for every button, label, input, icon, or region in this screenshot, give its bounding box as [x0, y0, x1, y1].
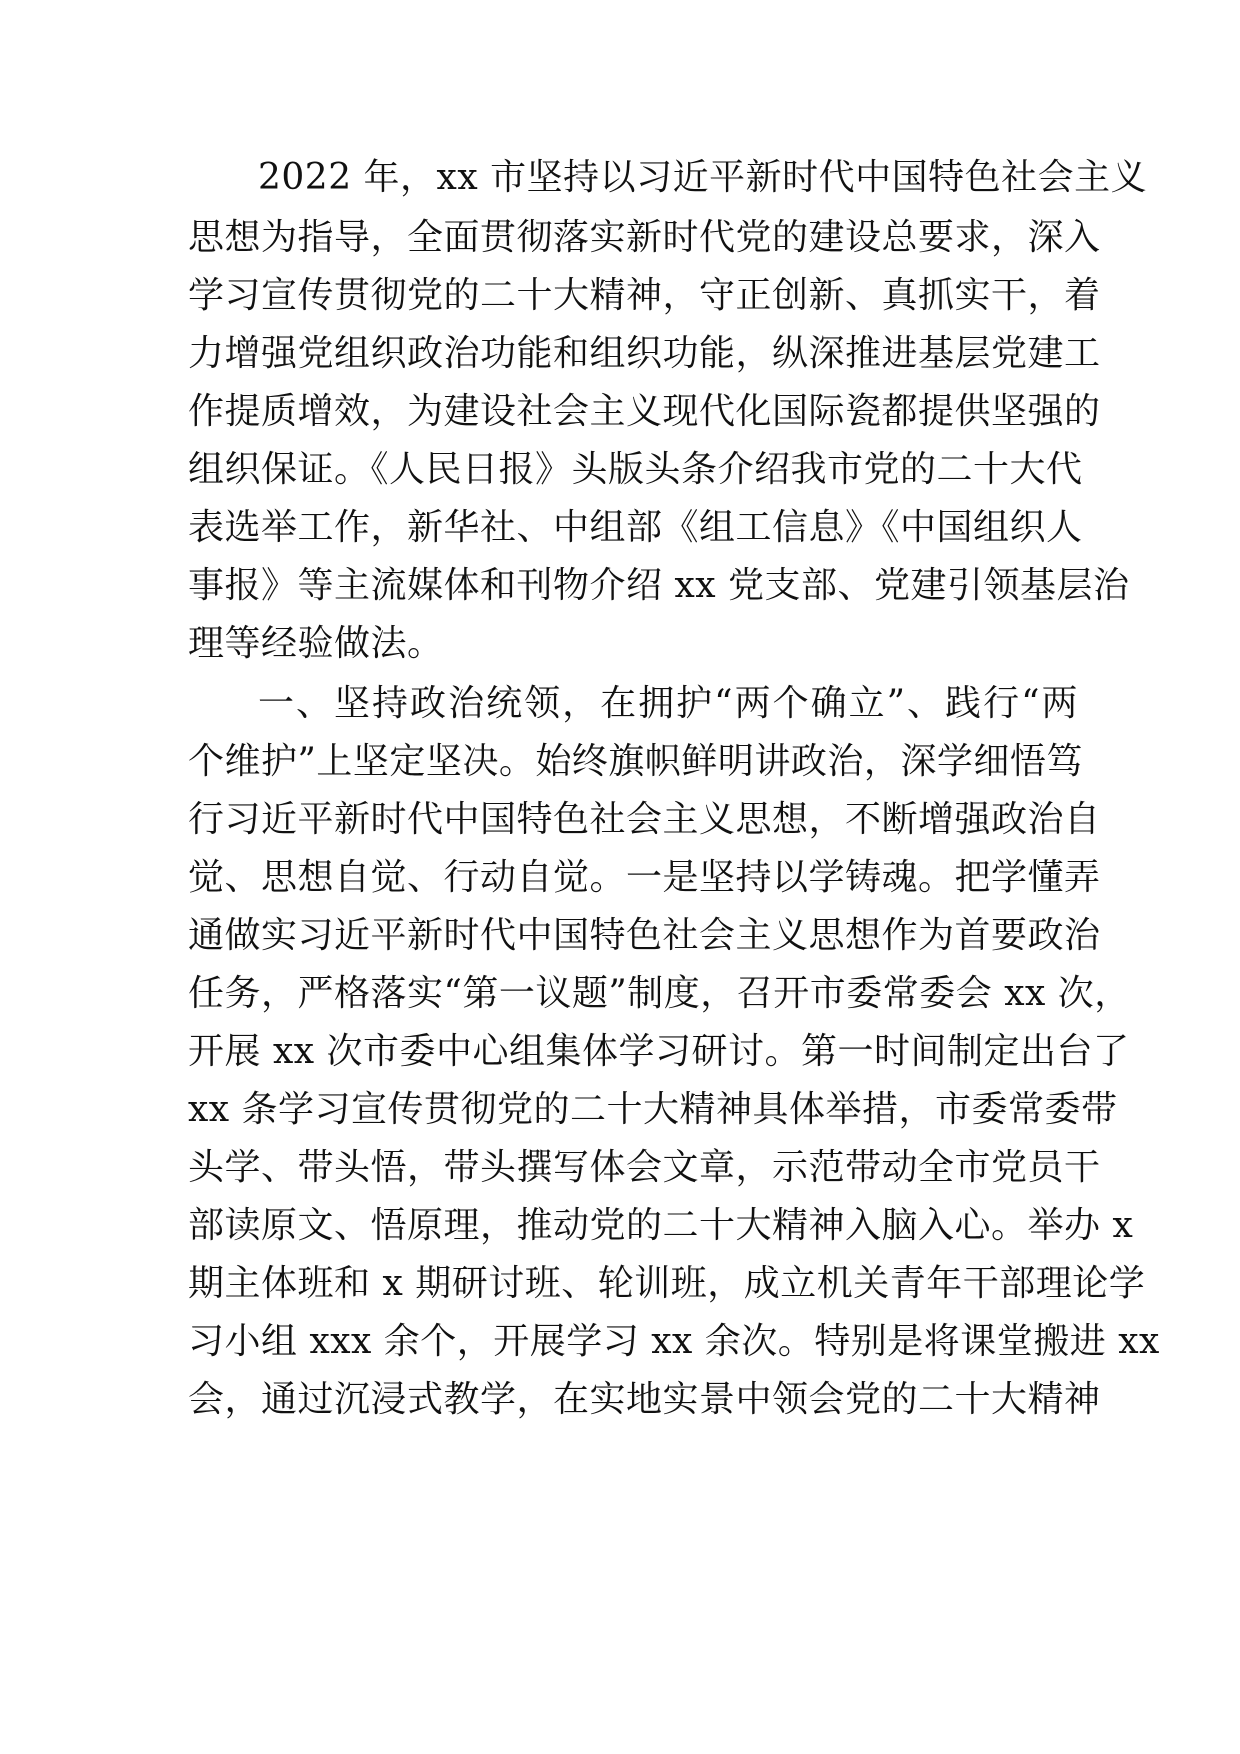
text-line: 头学、带头悟，带头撰写体会文章，示范带动全市党员干 — [188, 1147, 1101, 1188]
text-line: 事报》等主流媒体和刊物介绍 xx 党支部、党建引领基层治 — [188, 565, 1130, 606]
text-line: 表选举工作，新华社、中组部《组工信息》《中国组织人 — [188, 507, 1083, 548]
text-line: 期主体班和 x 期研讨班、轮训班，成立机关青年干部理论学 — [188, 1263, 1146, 1304]
text-line: 学习宣传贯彻党的二十大精神，守正创新、真抓实干，着 — [188, 275, 1101, 316]
text-line: xx 条学习宣传贯彻党的二十大精神具体举措，市委常委带 — [188, 1089, 1118, 1130]
text-line: 通做实习近平新时代中国特色社会主义思想作为首要政治 — [188, 915, 1101, 956]
text-line: 作提质增效，为建设社会主义现代化国际瓷都提供坚强的 — [188, 391, 1101, 432]
text-line: 组织保证。《人民日报》头版头条介绍我市党的二十大代 — [188, 449, 1083, 490]
text-line: 习小组 xxx 余个，开展学习 xx 余次。特别是将课堂搬进 xx — [188, 1321, 1160, 1362]
text-line: 部读原文、悟原理，推动党的二十大精神入脑入心。举办 x — [188, 1205, 1134, 1246]
text-line: 思想为指导，全面贯彻落实新时代党的建设总要求，深入 — [188, 217, 1101, 258]
text-line: 开展 xx 次市委中心组集体学习研讨。第一时间制定出台了 — [188, 1031, 1130, 1072]
text-line: 个维护”上坚定坚决。始终旗帜鲜明讲政治，深学细悟笃 — [188, 741, 1083, 782]
section-heading-line: 一、坚持政治统领，在拥护“两个确立”、践行“两 — [258, 683, 1078, 724]
text-line: 任务，严格落实“第一议题”制度，召开市委常委会 xx 次， — [188, 973, 1131, 1014]
text-line: 会，通过沉浸式教学，在实地实景中领会党的二十大精神 — [188, 1379, 1101, 1420]
text-line: 2022 年，xx 市坚持以习近平新时代中国特色社会主义 — [258, 157, 1148, 198]
text-line: 觉、思想自觉、行动自觉。一是坚持以学铸魂。把学懂弄 — [188, 857, 1101, 898]
text-line: 行习近平新时代中国特色社会主义思想，不断增强政治自 — [188, 799, 1101, 840]
text-line: 力增强党组织政治功能和组织功能，纵深推进基层党建工 — [188, 333, 1101, 374]
text-line: 理等经验做法。 — [188, 623, 444, 664]
